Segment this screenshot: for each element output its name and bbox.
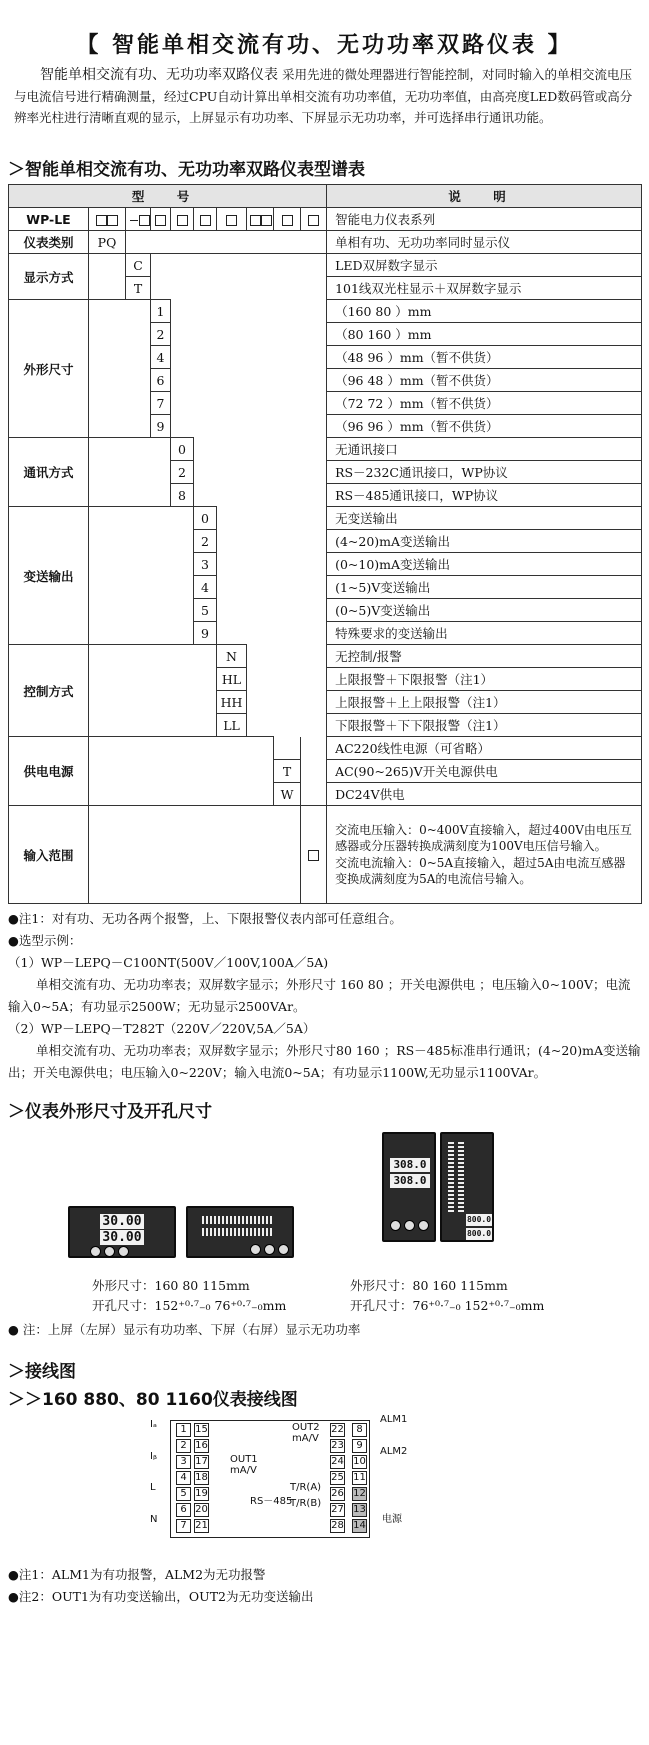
lower-display: 30.00 (100, 1230, 144, 1245)
input-label: 输入范围 (9, 806, 89, 904)
output-code: 3 (194, 553, 217, 576)
output-code: 0 (194, 507, 217, 530)
control-desc: 无控制/报警 (327, 645, 642, 668)
power-code: T (274, 760, 301, 783)
terminal-pin: 3 (176, 1455, 191, 1469)
button-icon (104, 1246, 115, 1257)
l-label: L (150, 1482, 156, 1493)
terminal-pin: 28 (331, 1520, 344, 1531)
out2-label: OUT2 (292, 1422, 320, 1433)
terminal-pin: 11 (353, 1472, 366, 1483)
terminal-pin: 14 (353, 1520, 366, 1531)
terminal-pin: 12 (353, 1488, 366, 1499)
header-model: 型 号 (9, 185, 327, 208)
terminal-pin: 6 (176, 1503, 191, 1517)
terminal-pin: 22 (331, 1424, 344, 1435)
terminal-pin: 13 (353, 1504, 366, 1515)
code-dash (130, 220, 138, 221)
wp-le-label: WP-LE (9, 208, 89, 231)
output-code: 2 (194, 530, 217, 553)
bargraph (448, 1142, 454, 1212)
terminal-pin: 20 (195, 1504, 208, 1515)
lower-display: 800.0 (466, 1229, 492, 1238)
table-row (9, 231, 642, 254)
table-row (9, 300, 642, 323)
power-code: W (274, 783, 301, 806)
code-box (96, 215, 107, 226)
button-icon (418, 1220, 429, 1231)
comm-desc: 无通讯接口 (327, 438, 642, 461)
wiring-note-1: ●注1：ALM1为有功报警，ALM2为无功报警 (8, 1567, 266, 1582)
comm-label: 通讯方式 (9, 438, 89, 507)
code-box (200, 215, 211, 226)
upper-display: 308.0 (390, 1158, 430, 1172)
size-label: 外形尺寸 (9, 300, 89, 438)
power-desc: AC(90~265)V开关电源供电 (327, 760, 642, 783)
table-row (9, 507, 642, 530)
comm-desc: RS－232C通讯接口，WP协议 (327, 461, 642, 484)
category-code: PQ (89, 231, 126, 254)
output-code: 9 (194, 622, 217, 645)
input-desc-current: 交流电流输入：0~5A直接输入，超过5A由电流互感器变换成满刻度为5A的电流信号输入。 (335, 855, 626, 886)
control-desc: 上限报警＋下限报警（注1） (327, 668, 642, 691)
comm-desc: RS－485通讯接口，WP协议 (327, 484, 642, 507)
out1-label: OUT1 (230, 1454, 258, 1465)
size-desc: （160 80 ）mm (327, 300, 642, 323)
power-desc: DC24V供电 (327, 783, 642, 806)
size-code: 2 (151, 323, 171, 346)
tra-label: T/R(A) (290, 1482, 322, 1493)
size-code: 1 (151, 300, 171, 323)
size-code: 6 (151, 369, 171, 392)
bargraph (202, 1228, 274, 1236)
left-cutout-size: 开孔尺寸：152⁺⁰·⁷₋₀ 76⁺⁰·⁷₋₀mm (92, 1298, 287, 1313)
output-label: 变送输出 (9, 507, 89, 645)
intro-body: 采用先进的微处理器进行智能控制，对同时输入的单相交流电压与电流信号进行精确测量，经过CPU自动计算出单相交流有功功率值，无功功率值，由高亮度LED数码管或高分辨率光柱进行清晰直观的显示，上屏显示有功功率、下屏显示无功功率，并可选择串行通讯功能。 (14, 67, 633, 125)
terminal-pin: 5 (176, 1487, 191, 1501)
terminal-pin: 24 (331, 1456, 344, 1467)
note-example-title: ●选型示例： (8, 933, 82, 948)
wiring-note-2: ●注2：OUT1为有功变送输出，OUT2为无功变送输出 (8, 1589, 314, 1604)
power-label: 供电电源 (9, 737, 89, 806)
button-icon (90, 1246, 101, 1257)
table-row (9, 208, 642, 231)
display-label: 显示方式 (9, 254, 89, 300)
size-desc: （48 96 ）mm（暂不供货） (327, 346, 642, 369)
button-icon (250, 1244, 261, 1255)
output-desc: (4~20)mA变送输出 (327, 530, 642, 553)
button-icon (278, 1244, 289, 1255)
code-box (282, 215, 293, 226)
comm-code: 0 (171, 438, 194, 461)
control-desc: 下限报警＋下下限报警（注1） (327, 714, 642, 737)
table-row (9, 438, 642, 461)
terminal-pin: 9 (352, 1439, 367, 1453)
n-label: N (150, 1514, 158, 1525)
terminal-pin: 7 (176, 1519, 191, 1533)
output-desc: (1~5)V变送输出 (327, 576, 642, 599)
terminal-pin: 25 (331, 1472, 344, 1483)
terminal-pin: 17 (195, 1456, 208, 1467)
terminal-pin: 1 (176, 1423, 191, 1437)
code-box (139, 215, 150, 226)
control-code: HL (217, 668, 247, 691)
page-title: 【 智能单相交流有功、无功功率双路仪表 】 (76, 33, 573, 58)
category-desc: 单相有功、无功功率同时显示仪 (327, 231, 642, 254)
left-dimensions (92, 1276, 286, 1316)
display-desc: LED双屏数字显示 (327, 254, 642, 277)
right-cutout-size: 开孔尺寸：76⁺⁰·⁷₋₀ 152⁺⁰·⁷₋₀mm (350, 1298, 545, 1313)
lower-display: 308.0 (390, 1174, 430, 1188)
rs485-label: RS－485 (250, 1496, 293, 1507)
code-box (250, 215, 261, 226)
example-1-title: （1）WP－LEPQ－C100NT(500V／100V,100A／5A) (8, 955, 329, 970)
selection-notes (8, 904, 641, 1084)
upper-display: 30.00 (100, 1214, 144, 1229)
horizontal-meter-image (68, 1206, 176, 1258)
example-2-desc: 单相交流有功、无功功率表；双屏数字显示；外形尺寸80 160 ；RS－485标准串行通讯；(4~20)mA变送输出；开关电源供电；电压输入0~220V；输入电流0~5A；有功显示1100W,无功显示1100VAr。 (8, 1043, 641, 1080)
vertical-bargraph-meter-image (440, 1132, 494, 1242)
trb-label: T/R(B) (290, 1498, 322, 1509)
terminal-pin: 23 (331, 1440, 344, 1451)
wiring-diagram (8, 1414, 641, 1564)
size-desc: （72 72 ）mm（暂不供货） (327, 392, 642, 415)
table-row (9, 806, 642, 904)
size-desc: （96 48 ）mm（暂不供货） (327, 369, 642, 392)
size-desc: （80 160 ）mm (327, 323, 642, 346)
comm-code: 2 (171, 461, 194, 484)
output-desc: (0~10)mA变送输出 (327, 553, 642, 576)
vertical-meter-image (382, 1132, 436, 1242)
section-dims-title: ＞仪表外形尺寸及开孔尺寸 (8, 1102, 212, 1122)
code-box (177, 215, 188, 226)
table-header-row (9, 185, 642, 208)
device-images (8, 1126, 641, 1314)
input-desc-voltage: 交流电压输入：0~400V直接输入，超过400V由电压互感器或分压器转换成满刻度为100V电压信号输入。 (335, 822, 632, 853)
bargraph (458, 1142, 464, 1212)
code-box (308, 215, 319, 226)
section-wiring-title: ＞接线图 (8, 1362, 76, 1382)
example-1-desc: 单相交流有功、无功功率表；双屏数字显示；外形尺寸 160 80 ；开关电源供电 ；电压输入0~100V；电流输入0~5A；有功显示2500W；无功显示2500VAr。 (8, 977, 631, 1014)
alm2-label: ALM2 (380, 1446, 408, 1457)
size-code: 4 (151, 346, 171, 369)
terminal-pin: 16 (195, 1440, 208, 1451)
table-row (9, 645, 642, 668)
code-box (226, 215, 237, 226)
size-code: 7 (151, 392, 171, 415)
button-icon (390, 1220, 401, 1231)
terminal-pin: 19 (195, 1488, 208, 1499)
table-row (9, 254, 642, 277)
ib-label: Iᵦ (150, 1451, 157, 1462)
upper-display: 800.0 (466, 1215, 492, 1224)
display-desc: 101线双光柱显示＋双屏数字显示 (327, 277, 642, 300)
header-desc: 说 明 (327, 185, 642, 208)
size-code: 9 (151, 415, 171, 438)
code-box (308, 850, 319, 861)
ia-label: Iₐ (150, 1419, 157, 1430)
terminal-pin: 10 (353, 1456, 366, 1467)
code-box (155, 215, 166, 226)
wiring-subtitle: ＞＞160 880、80 1160仪表接线图 (8, 1390, 298, 1410)
display-code: C (126, 254, 151, 277)
bargraph (202, 1216, 274, 1224)
horizontal-bargraph-meter-image (186, 1206, 294, 1258)
output-code: 5 (194, 599, 217, 622)
power-label: 电源 (382, 1514, 402, 1525)
code-box (261, 215, 272, 226)
alm1-label: ALM1 (380, 1414, 408, 1425)
display-code: T (126, 277, 151, 300)
terminal-pin: 18 (195, 1472, 208, 1483)
terminal-pin: 4 (176, 1471, 191, 1485)
comm-code: 8 (171, 484, 194, 507)
button-icon (404, 1220, 415, 1231)
control-code: LL (217, 714, 247, 737)
note-1: ●注1：对有功、无功各两个报警，上、下限报警仪表内部可任意组合。 (8, 911, 402, 926)
output-desc: (0~5)V变送输出 (327, 599, 642, 622)
output-desc: 特殊要求的变送输出 (327, 622, 642, 645)
category-label: 仪表类别 (9, 231, 89, 254)
display-note: ● 注：上屏（左屏）显示有功功率、下屏（右屏）显示无功功率 (8, 1322, 361, 1337)
size-desc: （96 96 ）mm（暂不供货） (327, 415, 642, 438)
power-code (274, 737, 301, 760)
terminal-pin: 15 (195, 1424, 208, 1435)
section-model-title: ＞智能单相交流有功、无功功率双路仪表型谱表 (8, 160, 365, 180)
control-desc: 上限报警＋上上限报警（注1） (327, 691, 642, 714)
intro-lead: 智能单相交流有功、无功功率双路仪表 (40, 67, 278, 83)
right-dimensions (350, 1276, 544, 1316)
control-code: N (217, 645, 247, 668)
out1-unit: mA/V (230, 1465, 257, 1476)
terminal-pin: 8 (352, 1423, 367, 1437)
code-box (107, 215, 118, 226)
terminal-pin: 26 (331, 1488, 344, 1499)
control-code: HH (217, 691, 247, 714)
terminal-pin: 21 (195, 1520, 208, 1531)
control-label: 控制方式 (9, 645, 89, 737)
output-code: 4 (194, 576, 217, 599)
table-row (9, 737, 642, 760)
out2-unit: mA/V (292, 1433, 319, 1444)
terminal-pin: 2 (176, 1439, 191, 1453)
input-desc (327, 806, 642, 904)
model-spec-table (8, 184, 642, 904)
button-icon (264, 1244, 275, 1255)
output-desc: 无变送输出 (327, 507, 642, 530)
power-desc: AC220线性电源（可省略） (327, 737, 642, 760)
left-outline-size: 外形尺寸：160 80 115mm (92, 1278, 250, 1293)
right-outline-size: 外形尺寸：80 160 115mm (350, 1278, 508, 1293)
wiring-notes (8, 1564, 641, 1608)
terminal-pin: 27 (331, 1504, 344, 1515)
intro-paragraph (8, 64, 641, 156)
button-icon (118, 1246, 129, 1257)
wp-le-desc: 智能电力仪表系列 (327, 208, 642, 231)
example-2-title: （2）WP－LEPQ－T282T（220V／220V,5A／5A） (8, 1021, 316, 1036)
